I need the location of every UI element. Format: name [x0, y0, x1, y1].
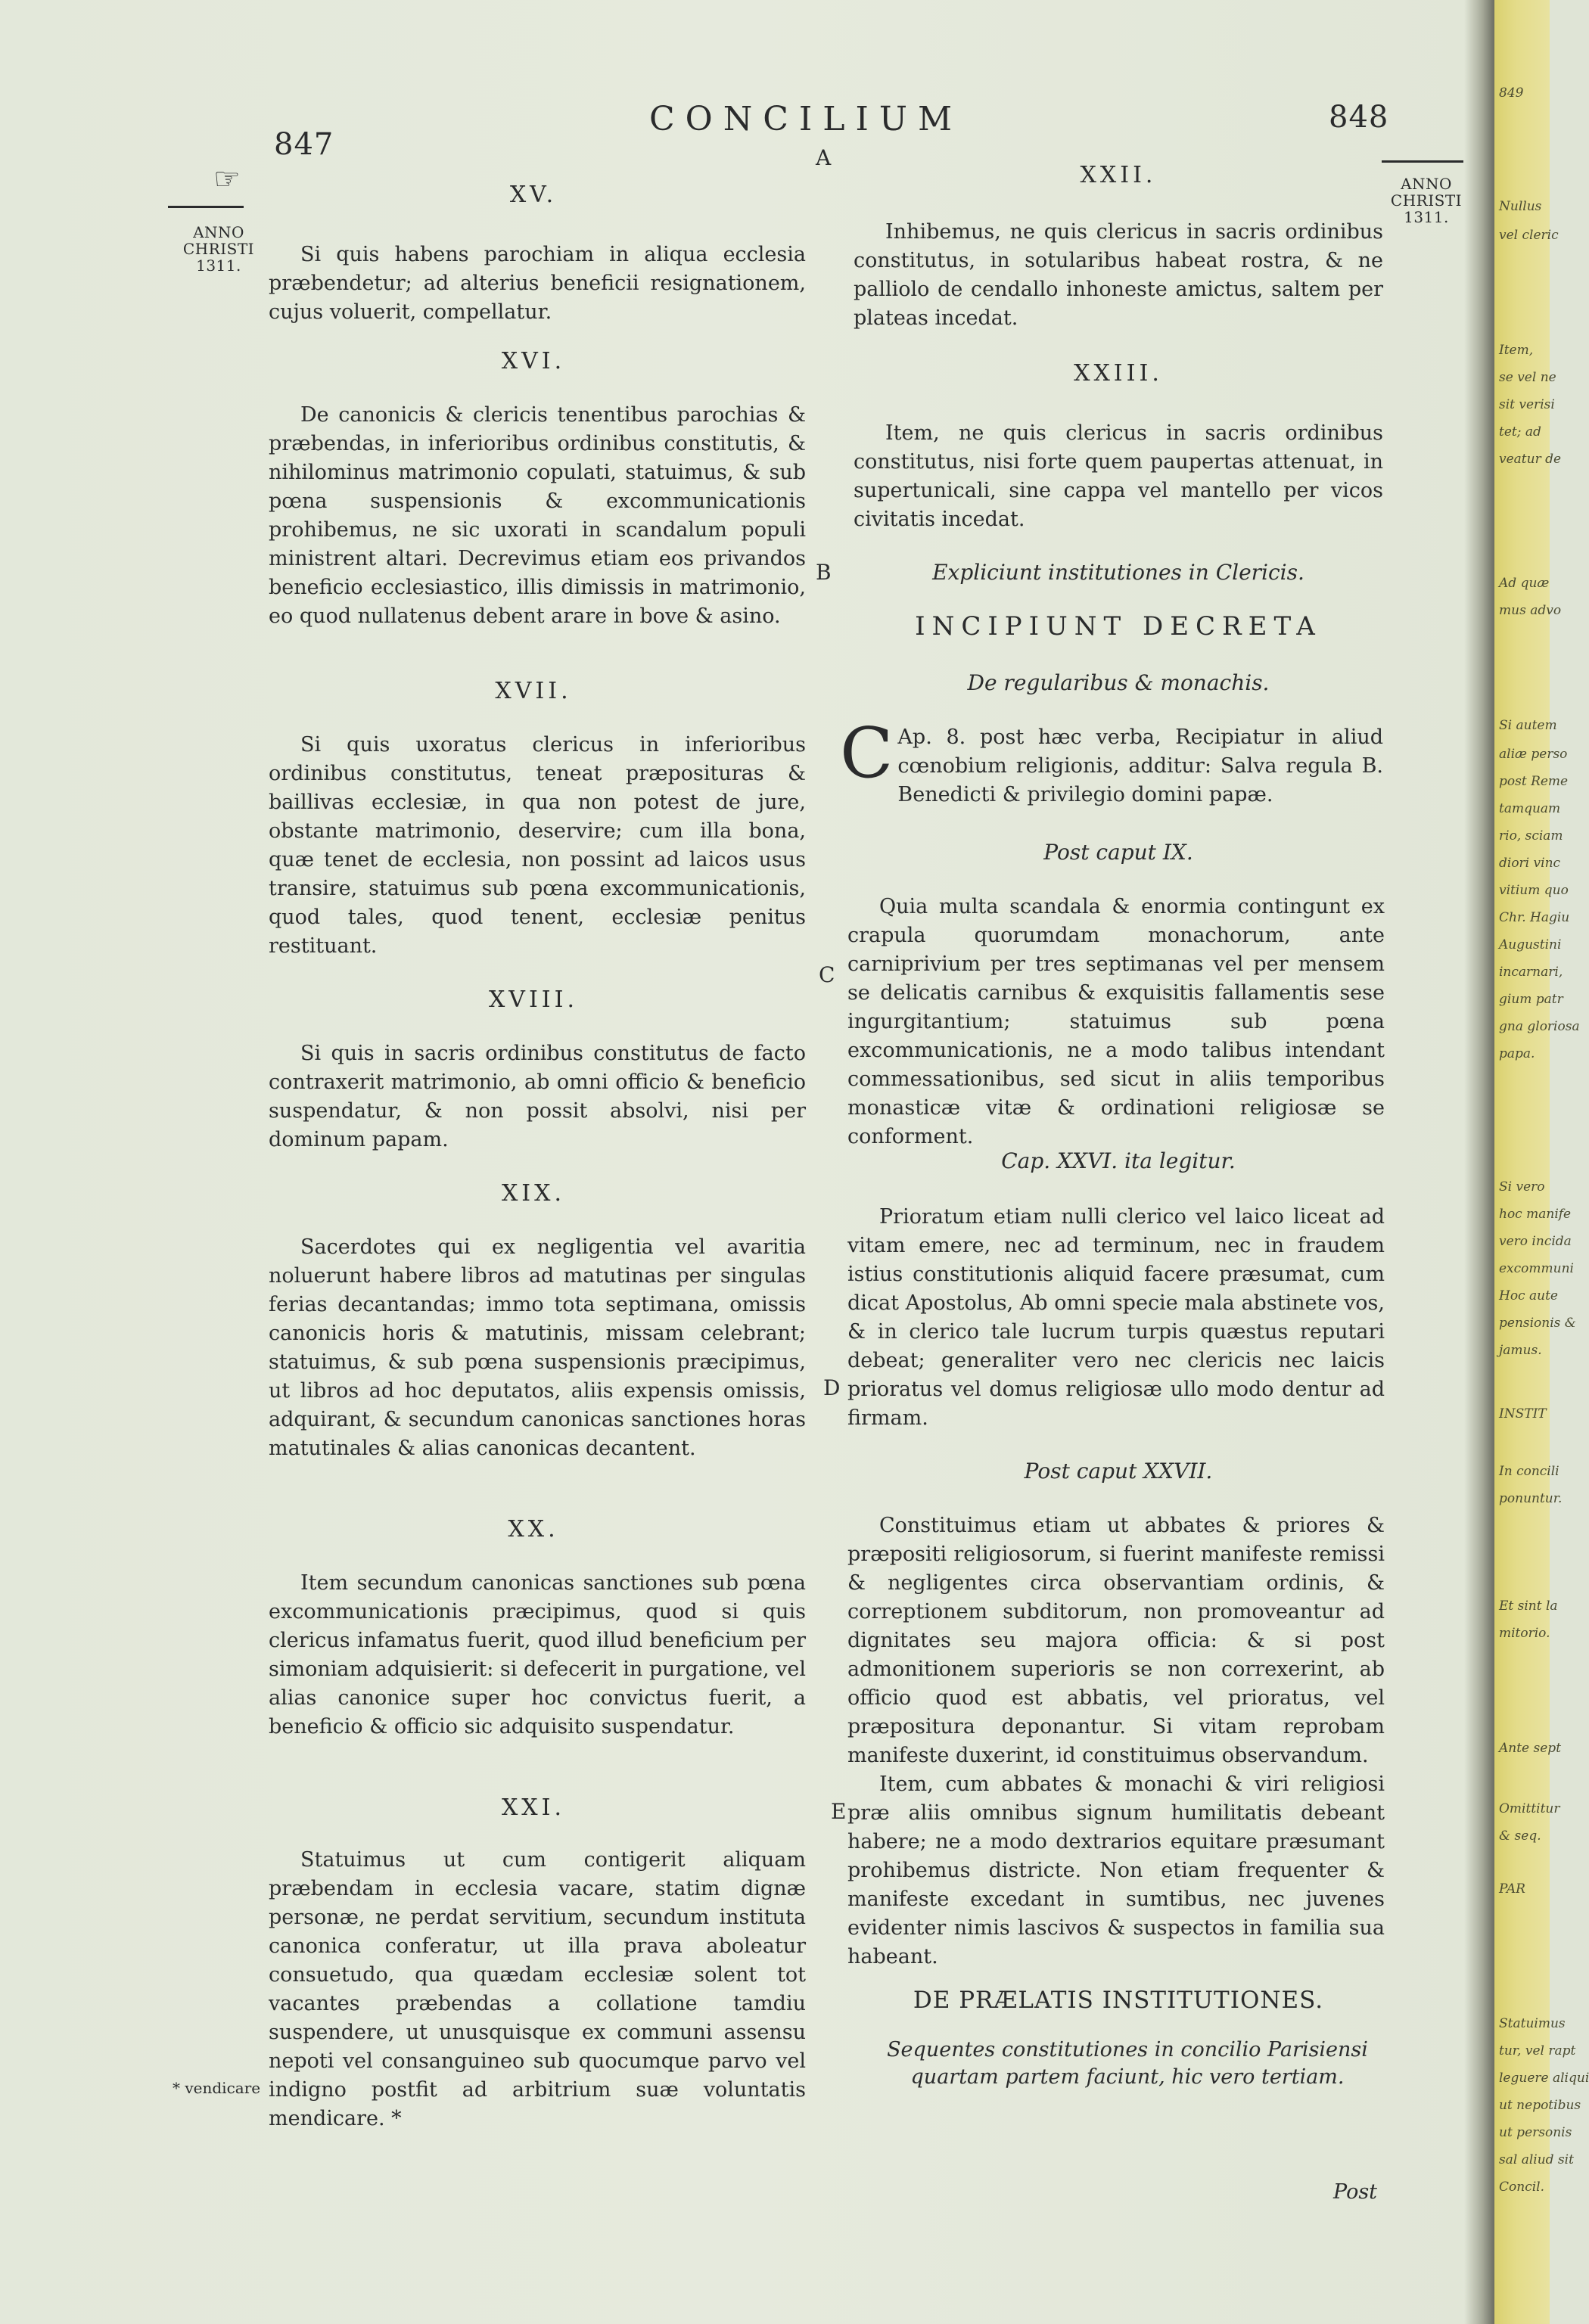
next-page-fragment: tamquam [1499, 801, 1561, 816]
next-page-fragment: tur, vel rapt [1499, 2043, 1576, 2058]
margin-letter-b: B [816, 560, 832, 585]
chapter-text-post-ix [847, 893, 1385, 1151]
anno-label: ANNO [1401, 175, 1452, 193]
paragraph: Quia multa scandala & enormia contingunt ex crapula quorumdam monachorum, ante carniprivium per tres septimanas vel per mensem se delicatis carnibus & exquisitis fallamentis sese ingurgitantium; statuimus sub pœna excommunicationis, ne a modo talibus intendant commessationibus, sed sicut in aliis temporibus monasticæ vitæ & ordinationi religiosæ se conforment. [847, 895, 1385, 1148]
next-page-fragment: veatur de [1499, 452, 1562, 467]
paragraph: Item, cum abbates & monachi & viri religiosi præ aliis omnibus signum humilitatis debeant habere; ne a modo dextrarios equitare præsumant prohibemus districte. Non etiam frequenter & manifeste excedant in sumtibus, nec juvenes evidenter nimis lascivos & suspectos in familia sua habeant. [847, 1773, 1385, 1968]
next-page-fragment: gna gloriosa [1499, 1019, 1580, 1034]
next-page-fragment: mus advo [1499, 603, 1562, 618]
chapter-text-xxi [269, 1846, 806, 2133]
paragraph: Ap. 8. post hæc verba, Recipiatur in aliud cœnobium religionis, additur: Salva regula B. Benedicti & privilegio domini papæ. [897, 725, 1383, 806]
margin-letter-d: D [823, 1375, 841, 1400]
next-page-fragment: incarnari, [1499, 965, 1563, 980]
page-title: CONCILIUM [649, 100, 963, 138]
next-page-fragment: Et sint la [1499, 1599, 1558, 1614]
chapter-text-xvii [269, 731, 806, 961]
next-page-fragment: jamus. [1499, 1343, 1542, 1358]
chapter-heading-xxiii: XXIII. [1074, 360, 1163, 387]
pointing-hand-icon: ☞ [213, 162, 241, 197]
next-page-fragment: pensionis & [1499, 1316, 1576, 1331]
chapter-text-xv [269, 241, 806, 327]
chapter-heading-xv: XV. [509, 182, 558, 208]
chapter-text-xxii [854, 218, 1383, 333]
christi-label: CHRISTI [1390, 191, 1463, 210]
margin-letter-c: C [819, 962, 835, 987]
next-page-fragment: Nullus [1499, 199, 1542, 214]
heading-cap-xxvi: Cap. XXVI. ita legitur. [1001, 1148, 1236, 1173]
chapter-text-post-xxvii [847, 1512, 1385, 1971]
subtitle-de-regularibus: De regularibus & monachis. [967, 670, 1270, 695]
next-page-fragment: vero incida [1499, 1234, 1572, 1249]
next-page-fragment: PAR [1499, 1881, 1525, 1897]
drop-cap: C [840, 713, 894, 794]
next-page-fragment: Statuimus [1499, 2016, 1566, 2031]
next-page-fragment: Concil. [1499, 2180, 1544, 2195]
next-page-fragment: Omittitur [1499, 1801, 1560, 1816]
next-page-fragment: & seq. [1499, 1828, 1541, 1844]
chapter-heading-xx: XX. [508, 1516, 559, 1543]
heading-post-xxvii: Post caput XXVII. [1024, 1459, 1213, 1484]
paragraph: Sacerdotes qui ex negligentia vel avaritia noluerunt habere libros ad matutinas per singulas ferias decantandas; immo tota septimana, omissis canonicis horis & matutinis, missam celebrant; statuimus, & sub pœna suspensionis præcipimus, ut libros ad hoc deputatos, aliis expensis omissis, adquirant, & secundum canonicas sanctiones horas matutinales & alias canonicas decantent. [269, 1235, 806, 1460]
paragraph: Item, ne quis clericus in sacris ordinibus constitutus, nisi forte quem paupertas attenuat, in supertunicali, sine cappa vel mantello per vicos civitatis incedat. [854, 421, 1383, 531]
next-page-fragment: Augustini [1499, 937, 1562, 952]
year-label: 1311. [1404, 208, 1449, 226]
next-page-fragment: hoc manife [1499, 1207, 1572, 1222]
footnote: * vendicare [173, 2079, 261, 2097]
next-page-fragment: vitium quo [1499, 883, 1569, 898]
next-page-fragment: sal aliud sit [1499, 2152, 1574, 2167]
next-page-fragment: Ante sept [1499, 1741, 1562, 1756]
paragraph: Inhibemus, ne quis clericus in sacris ordinibus constitutus, in sotularibus habeat rostra, & ne palliolo de cendallo inhoneste amictus, saltem per plateas incedat. [854, 220, 1383, 330]
anno-label: ANNO [193, 223, 244, 241]
next-page-fragment: Ad quæ [1499, 576, 1550, 591]
year-label: 1311. [196, 256, 241, 275]
next-page-fragment: In concili [1499, 1464, 1559, 1479]
next-page-edge [1494, 0, 1589, 2324]
right-page-number: 848 [1329, 100, 1389, 135]
next-page-fragment: Si autem [1499, 718, 1557, 733]
paragraph: Constituimus etiam ut abbates & priores & præpositi religiosorum, si fuerint manifeste remissi & negligentes circa observantiam ordinis, & correptionem subditorum, non promoveantur ad dignitates seu majora officia: & si post admonitionem superioris se non correxerint, ab officio quod est abbatis, vel prioratus, vel præpositura deponantur. Si vitam reprobam manifeste duxerint, id constituimus observandum. [847, 1514, 1385, 1767]
chapter-text-xx [269, 1569, 806, 1741]
signature-letter: A [816, 145, 832, 170]
left-sidebar-rule [168, 206, 244, 208]
chapter-text-xix [269, 1233, 806, 1463]
next-page-fragment: post Reme [1499, 774, 1569, 789]
explicit-line: Expliciunt institutiones in Clericis. [932, 560, 1304, 585]
paragraph: Si quis uxoratus clericus in inferioribus ordinibus constitutus, teneat præposituras & baillivas ecclesiæ, in qua non potest de jure, obstante matrimonio, deservire; cum illa bona, quæ tenet de ecclesia, non possint ad laicos usus transire, statuimus sub pœna excommunicationis, quod tales, quod tenent, ecclesiæ penitus restituant. [269, 733, 806, 958]
section-title-incipiunt: INCIPIUNT DECRETA [915, 611, 1322, 642]
chapter-heading-xxi: XXI. [501, 1794, 566, 1821]
next-page-fragment: 849 [1499, 85, 1524, 101]
chapter-heading-xvii: XVII. [495, 678, 572, 704]
chapter-heading-xxii: XXII. [1080, 162, 1157, 188]
chapter-text-xxiii [854, 419, 1383, 534]
right-sidebar-rule [1382, 160, 1463, 163]
heading-post-ix: Post caput IX. [1043, 840, 1193, 865]
chapter-text-xvi [269, 401, 806, 631]
paragraph: Prioratum etiam nulli clerico vel laico liceat ad vitam emere, nec ad terminum, nec in fraudem istius constitutionis aliquid facere præsumat, cum dicat Apostolus, Ab omni specie mala abstinete vos, & in clerico tale lucrum turpis quæstus reputari debeat; generaliter vero nec clericis nec laicis prioratus vel domus religiosæ ullo modo dentur ad firmam. [847, 1205, 1385, 1430]
next-page-fragment: ut personis [1499, 2125, 1572, 2140]
chapter-text-cap8 [840, 713, 1383, 809]
paragraph: Statuimus ut cum contigerit aliquam præbendam in ecclesia vacare, statim dignæ personæ, ne perdat servitium, secundum instituta canonica conferatur, ut illa prava aboleatur consuetudo, qua quædam ecclesiæ solent tot vacantes præbendas a collatione tamdiu suspendere, ut unusquisque ex communi assensu nepoti vel consanguineo sub quocumque parvo vel indigno postfit ad arbitrium suæ voluntatis mendicare. * [269, 1848, 806, 2130]
next-page-fragment: se vel ne [1499, 370, 1556, 385]
next-page-fragment: Si vero [1499, 1179, 1545, 1195]
chapter-heading-xvi: XVI. [501, 348, 566, 374]
next-page-fragment: gium patr [1499, 992, 1563, 1007]
left-page-number: 847 [274, 127, 334, 162]
next-page-fragment: rio, sciam [1499, 828, 1563, 844]
next-page-fragment: diori vinc [1499, 856, 1561, 871]
next-page-fragment: sit verisi [1499, 397, 1555, 412]
next-page-fragment: tet; ad [1499, 424, 1541, 440]
margin-letter-e: E [831, 1799, 847, 1824]
next-page-fragment: INSTIT [1499, 1406, 1547, 1421]
next-page-fragment: leguere aliqui [1499, 2071, 1589, 2086]
paragraph: De canonicis & clericis tenentibus parochias & præbendas, in inferioribus ordinibus constitutis, & nihilominus matrimonio copulati, statuimus, & sub pœna suspensionis & excommunicationis prohibemus, ne sic uxorati in scandalum populi ministrent altari. Decrevimus etiam eos privandos beneficio ecclesiastico, illis dimissis in matrimonio, eo quod nullatenus debent arare in bove & asino. [269, 403, 806, 628]
next-page-fragment: ponuntur. [1499, 1491, 1563, 1506]
christi-label: CHRISTI [182, 240, 255, 258]
chapter-text-xviii [269, 1039, 806, 1154]
paragraph: Si quis in sacris ordinibus constitutus de facto contraxerit matrimonio, ab omni officio & beneficio suspendatur, & non possit absolvi, nisi per dominum papam. [269, 1042, 806, 1151]
paragraph: Si quis habens parochiam in aliqua ecclesia præbendetur; ad alterius beneficii resignationem, cujus voluerit, compellatur. [269, 243, 806, 324]
section-title-de-praelatis: DE PRÆLATIS INSTITUTIONES. [913, 1987, 1324, 2014]
chapter-heading-xix: XIX. [501, 1180, 566, 1207]
chapter-heading-xviii: XVIII. [488, 986, 579, 1013]
next-page-fragment: Item, [1499, 343, 1534, 358]
book-gutter-shadow [1464, 0, 1494, 2324]
catchword: Post [1333, 2180, 1378, 2204]
next-page-fragment: mitorio. [1499, 1626, 1550, 1641]
paragraph: Item secundum canonicas sanctiones sub pœna excommunicationis præcipimus, quod si quis clericus infamatus fuerit, quod illud beneficium per simoniam adquisierit: si defecerit in purgatione, vel alias canonice super hoc convictus fuerit, a beneficio & officio sic adquisito suspendatur. [269, 1571, 806, 1738]
next-page-fragment: vel cleric [1499, 228, 1559, 243]
next-page-fragment: papa. [1499, 1046, 1535, 1061]
next-page-fragment: aliæ perso [1499, 747, 1568, 762]
chapter-text-cap-xxvi [847, 1203, 1385, 1433]
next-page-fragment: Hoc aute [1499, 1288, 1558, 1303]
next-page-fragment: Chr. Hagiu [1499, 910, 1570, 925]
left-anno-block [162, 224, 275, 274]
sequentes-note: Sequentes constitutiones in concilio Parisiensi quartam partem faciunt, hic vero tertiam. [887, 2038, 1368, 2089]
next-page-fragment: excommuni [1499, 1261, 1574, 1276]
next-page-fragment: ut nepotibus [1499, 2098, 1581, 2113]
